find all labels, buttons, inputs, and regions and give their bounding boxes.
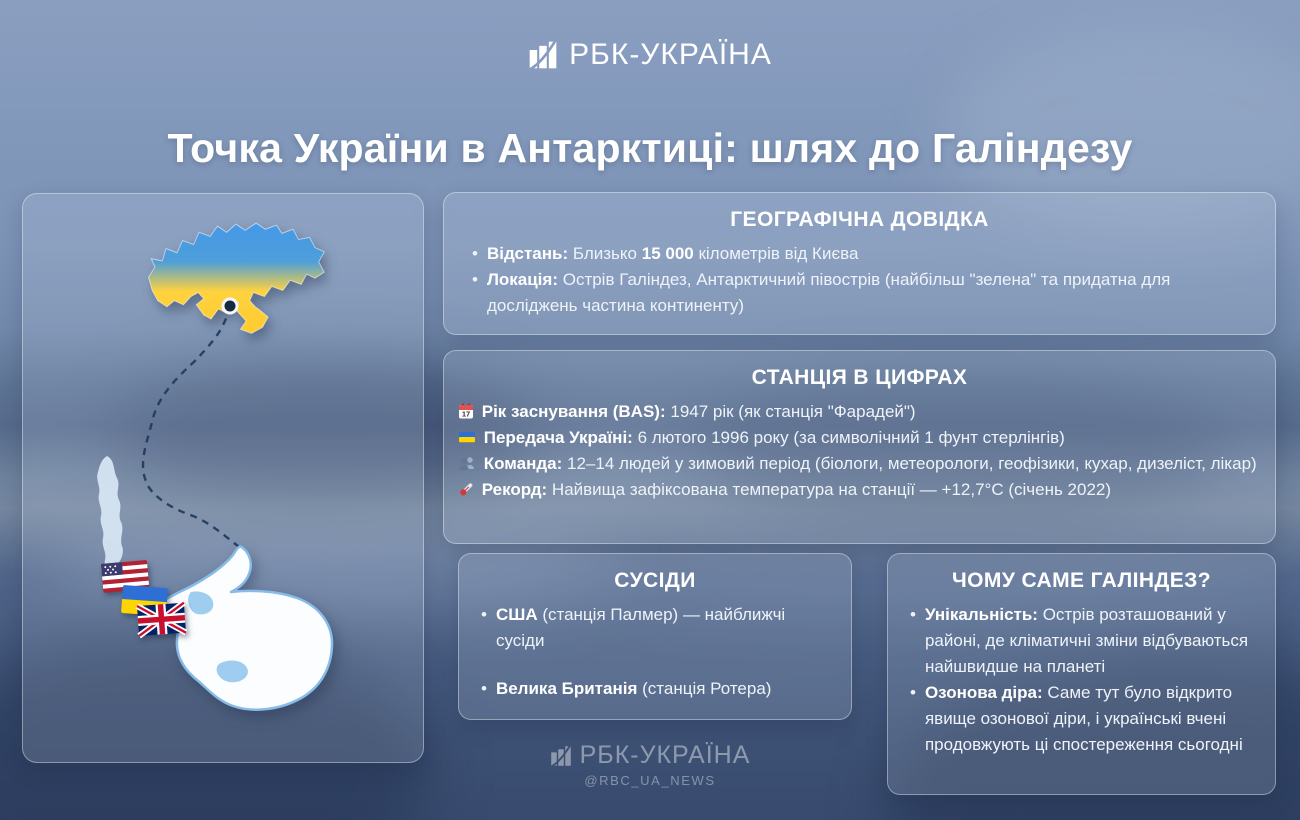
card-title: ЧОМУ САМЕ ГАЛІНДЕЗ?: [952, 569, 1211, 592]
bullet-label: Локація:: [486, 270, 558, 289]
card-title: ГЕОГРАФІЧНА ДОВІДКА: [730, 208, 989, 231]
card-geographic-reference: [443, 192, 1276, 335]
bullet-text: (станція Ротера): [642, 679, 772, 698]
route-map-panel: [22, 193, 424, 763]
calendar-icon: [458, 403, 474, 419]
list-item-usa: [477, 602, 833, 654]
south-america-shape: [97, 456, 123, 578]
station-line-team: [458, 451, 1261, 477]
svg-text:17: 17: [461, 409, 471, 419]
thermometer-icon: [458, 481, 474, 497]
footer-logo: [0, 741, 1300, 770]
station-line-founded: [458, 399, 1261, 425]
route-map: [23, 194, 423, 762]
line-text: Найвища зафіксована температура на станції — +12,7°C (січень 2022): [551, 480, 1112, 499]
bullet-text: Саме тут було відкрито явище озонової діри, і українські вчені продовжують ці спостереження сьогодні: [924, 683, 1243, 754]
bullet-text: Близько: [572, 244, 637, 263]
page-title: Точка України в Антарктиці: шлях до Галіндезу: [167, 125, 1133, 172]
rbc-logo-icon: [550, 745, 572, 767]
line-label: Передача Україні:: [483, 428, 633, 447]
bullet-text: (станція Палмер) — найближчі сусіди: [495, 605, 786, 650]
list-item-location: [468, 267, 1251, 319]
bullet-label: США: [495, 605, 538, 624]
card-station-in-numbers: [443, 350, 1276, 544]
bullet-text: Острів розташований у районі, де кліматичні зміни відбуваються найшвидше на планеті: [924, 605, 1249, 676]
card-title: СТАНЦІЯ В ЦИФРАХ: [751, 366, 968, 389]
brand-logo: [0, 38, 1300, 72]
rbc-logo-icon: [528, 40, 558, 70]
footer: [0, 741, 1300, 788]
list-item-uk: [477, 676, 833, 702]
line-text: 6 лютого 1996 року (за символічний 1 фунт стерлінгів): [637, 428, 1065, 447]
bullet-label: Унікальність:: [924, 605, 1038, 624]
ukraine-flag-icon: [458, 429, 476, 445]
bullet-label: Велика Британія: [495, 679, 638, 698]
line-label: Команда:: [483, 454, 563, 473]
list-item-distance: [468, 241, 1251, 267]
line-text: 12–14 людей у зимовий період (біологи, метеорологи, геофізики, кухар, дизеліст, лікар): [567, 454, 1257, 473]
footer-handle: @RBC_UA_NEWS: [584, 773, 716, 788]
station-line-handover: [458, 425, 1261, 451]
route-dashed-line: [143, 306, 243, 550]
brand-logo-text: РБК-УКРАЇНА: [569, 38, 772, 71]
card-neighbors: [458, 553, 852, 720]
list-item-uniqueness: [906, 602, 1257, 680]
route-origin-dot: [223, 299, 237, 313]
line-text: 1947 рік (як станція "Фарадей"): [670, 402, 916, 421]
line-label: Рік заснування (BAS):: [481, 402, 666, 421]
uk-flag-icon: [137, 603, 186, 636]
station-line-record: [458, 477, 1261, 503]
line-label: Рекорд:: [481, 480, 548, 499]
bullet-text: Острів Галіндез, Антарктичний півострів (найбільш "зелена" та придатна для досліджень частина континенту): [486, 270, 1171, 315]
card-title: СУСІДИ: [614, 569, 696, 592]
ukraine-shape: [149, 223, 325, 333]
bullet-label: Озонова діра:: [924, 683, 1043, 702]
footer-logo-text: РБК-УКРАЇНА: [579, 741, 751, 769]
team-icon: [458, 455, 476, 471]
bullet-label: Відстань:: [486, 244, 569, 263]
bullet-text: кілометрів від Києва: [698, 244, 859, 263]
bullet-highlight: 15 000: [641, 244, 694, 263]
